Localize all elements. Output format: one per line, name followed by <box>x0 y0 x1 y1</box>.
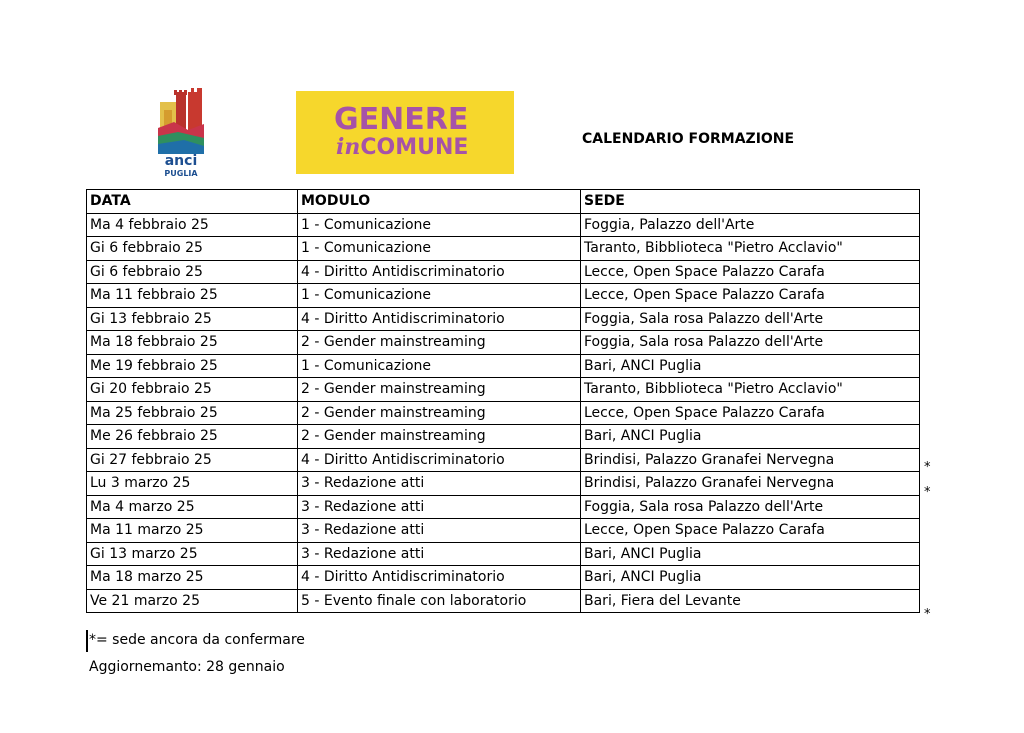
cell-data: Ma 4 marzo 25 <box>87 495 298 519</box>
cell-data: Ma 11 marzo 25 <box>87 519 298 543</box>
table-row <box>87 260 920 284</box>
table-row <box>87 519 920 543</box>
cell-modulo: 4 - Diritto Antidiscriminatorio <box>298 260 581 284</box>
table-row <box>87 378 920 402</box>
cell-modulo: 2 - Gender mainstreaming <box>298 378 581 402</box>
cell-sede: Foggia, Sala rosa Palazzo dell'Arte <box>581 495 920 519</box>
unconfirmed-marker: * <box>924 484 931 500</box>
cell-modulo: 2 - Gender mainstreaming <box>298 331 581 355</box>
cell-sede: Taranto, Bibblioteca "Pietro Acclavio" <box>581 237 920 261</box>
footnote: *= sede ancora da confermare <box>89 632 305 648</box>
cell-data: Gi 27 febbraio 25 <box>87 448 298 472</box>
cell-data: Me 26 febbraio 25 <box>87 425 298 449</box>
cell-sede: Bari, ANCI Puglia <box>581 425 920 449</box>
cell-sede: Bari, ANCI Puglia <box>581 566 920 590</box>
cell-modulo: 2 - Gender mainstreaming <box>298 425 581 449</box>
cell-data: Gi 13 febbraio 25 <box>87 307 298 331</box>
cell-data: Ma 18 febbraio 25 <box>87 331 298 355</box>
cell-modulo: 1 - Comunicazione <box>298 213 581 237</box>
cell-modulo: 2 - Gender mainstreaming <box>298 401 581 425</box>
cell-modulo: 3 - Redazione atti <box>298 542 581 566</box>
cell-sede: Lecce, Open Space Palazzo Carafa <box>581 284 920 308</box>
cell-sede: Lecce, Open Space Palazzo Carafa <box>581 401 920 425</box>
unconfirmed-marker: * <box>924 606 931 622</box>
cell-data: Me 19 febbraio 25 <box>87 354 298 378</box>
cell-data: Ma 25 febbraio 25 <box>87 401 298 425</box>
cell-data: Ma 18 marzo 25 <box>87 566 298 590</box>
cell-sede: Foggia, Sala rosa Palazzo dell'Arte <box>581 307 920 331</box>
table-row <box>87 566 920 590</box>
cell-data: Gi 20 febbraio 25 <box>87 378 298 402</box>
cell-data: Gi 13 marzo 25 <box>87 542 298 566</box>
cell-sede: Foggia, Sala rosa Palazzo dell'Arte <box>581 331 920 355</box>
cell-data: Ma 11 febbraio 25 <box>87 284 298 308</box>
page-title: CALENDARIO FORMAZIONE <box>582 131 795 147</box>
cell-data: Ve 21 marzo 25 <box>87 589 298 613</box>
cell-modulo: 3 - Redazione atti <box>298 519 581 543</box>
svg-text:PUGLIA: PUGLIA <box>164 169 198 178</box>
table-row <box>87 542 920 566</box>
cell-sede: Bari, ANCI Puglia <box>581 542 920 566</box>
update-note: Aggiornemanto: 28 gennaio <box>89 659 285 675</box>
genere-logo-line2: inCOMUNE <box>336 134 469 160</box>
table-row <box>87 589 920 613</box>
table-row <box>87 448 920 472</box>
calendar-table <box>86 189 920 613</box>
table-row <box>87 237 920 261</box>
cell-data: Lu 3 marzo 25 <box>87 472 298 496</box>
cell-sede: Brindisi, Palazzo Granafei Nervegna <box>581 472 920 496</box>
cell-modulo: 4 - Diritto Antidiscriminatorio <box>298 448 581 472</box>
header-data: DATA <box>87 190 298 214</box>
table-row <box>87 284 920 308</box>
cell-modulo: 3 - Redazione atti <box>298 495 581 519</box>
table-header-row <box>87 190 920 214</box>
cell-sede: Brindisi, Palazzo Granafei Nervegna <box>581 448 920 472</box>
table-row <box>87 213 920 237</box>
anci-puglia-logo <box>154 88 212 178</box>
cell-data: Gi 6 febbraio 25 <box>87 237 298 261</box>
cell-sede: Taranto, Bibblioteca "Pietro Acclavio" <box>581 378 920 402</box>
cell-modulo: 1 - Comunicazione <box>298 284 581 308</box>
cell-sede: Lecce, Open Space Palazzo Carafa <box>581 260 920 284</box>
table-row <box>87 472 920 496</box>
table-row <box>87 354 920 378</box>
cell-modulo: 1 - Comunicazione <box>298 237 581 261</box>
cell-data: Gi 6 febbraio 25 <box>87 260 298 284</box>
genere-in-comune-logo <box>296 91 514 174</box>
cell-sede: Bari, Fiera del Levante <box>581 589 920 613</box>
cell-sede: Lecce, Open Space Palazzo Carafa <box>581 519 920 543</box>
table-row <box>87 495 920 519</box>
table-row <box>87 331 920 355</box>
cell-modulo: 3 - Redazione atti <box>298 472 581 496</box>
table-row <box>87 425 920 449</box>
cell-sede: Foggia, Palazzo dell'Arte <box>581 213 920 237</box>
cell-modulo: 1 - Comunicazione <box>298 354 581 378</box>
footnote-border <box>86 630 88 652</box>
svg-text:anci: anci <box>164 153 198 169</box>
cell-modulo: 4 - Diritto Antidiscriminatorio <box>298 307 581 331</box>
cell-modulo: 5 - Evento finale con laboratorio <box>298 589 581 613</box>
header-sede: SEDE <box>581 190 920 214</box>
unconfirmed-marker: * <box>924 460 931 476</box>
cell-sede: Bari, ANCI Puglia <box>581 354 920 378</box>
table-row <box>87 307 920 331</box>
cell-data: Ma 4 febbraio 25 <box>87 213 298 237</box>
genere-logo-line1: GENERE <box>334 102 469 137</box>
cell-modulo: 4 - Diritto Antidiscriminatorio <box>298 566 581 590</box>
table-row <box>87 401 920 425</box>
header-modulo: MODULO <box>298 190 581 214</box>
